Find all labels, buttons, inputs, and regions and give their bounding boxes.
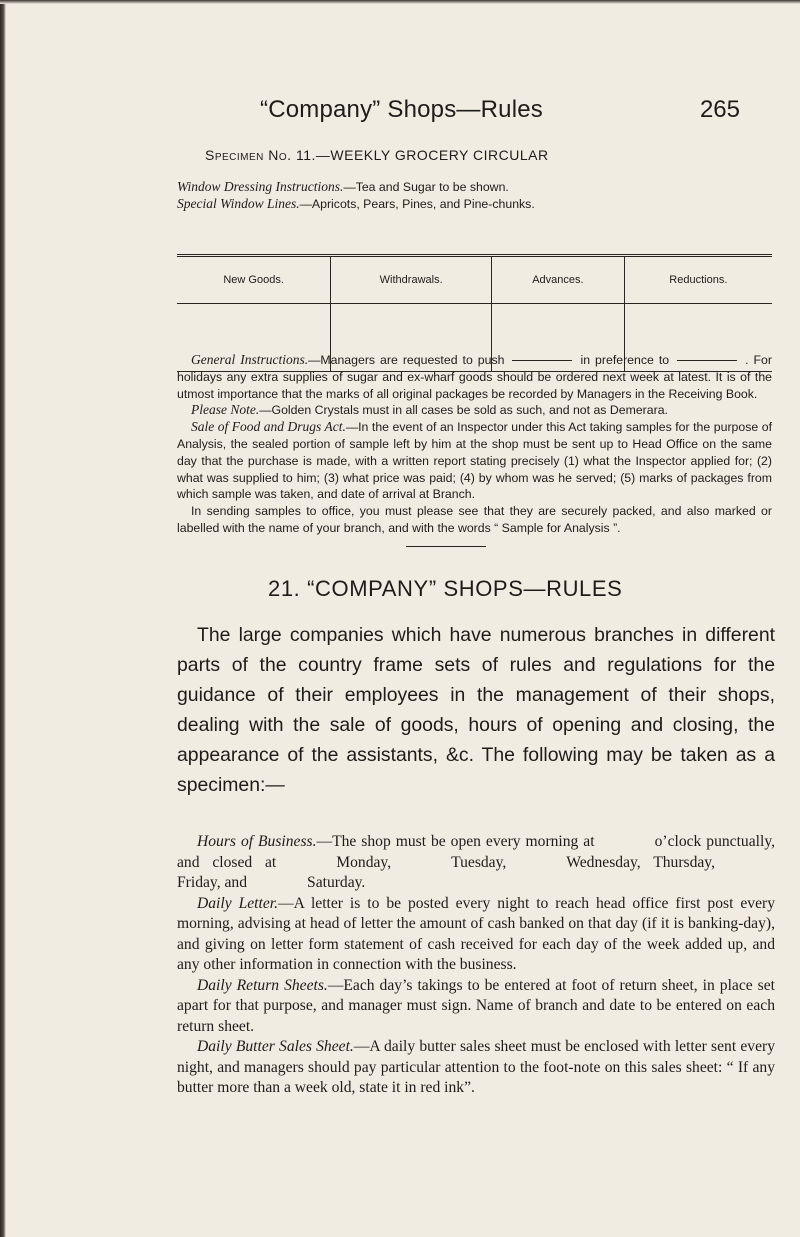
hours-text-4: Tuesday, [451,853,507,871]
general-instructions-block [177,352,772,537]
hours-text-7: Saturday. [307,874,366,891]
specimen-heading-number: 11. [295,147,316,163]
general-text-1: —Managers are requested to push [308,353,505,367]
header-withdrawals: Withdrawals. [331,256,492,304]
blank-fill-line [677,360,737,361]
please-note [177,402,772,419]
return-text: —Each day’s takings to be entered at foot of return sheet, in place set apart for that purpose, and manager must sign. Name of branch and date to be entered on each return sheet. [177,976,775,1035]
return-label: Daily Return Sheets. [197,976,328,994]
rule-daily-letter [177,894,775,976]
section-heading: 21. “COMPANY” SHOPS—RULES [268,576,623,601]
rule-daily-butter-sales-sheet [177,1037,775,1099]
general-instructions [177,352,772,402]
sale-of-food-act [177,419,772,503]
special-window-line [177,196,772,213]
page-number: 265 [699,96,740,123]
window-dressing-line [177,179,772,196]
general-text-3: . [745,353,749,367]
rule-daily-return-sheets [177,976,775,1038]
page-top-edge [0,0,800,4]
rule-hours-of-business [177,832,775,894]
butter-label: Daily Butter Sales Sheet. [197,1038,354,1055]
window-instructions [177,179,772,213]
page-binding-edge [0,0,6,1237]
general-text-2: in preference to [580,353,670,367]
section-separator [406,546,486,547]
hours-label: Hours of Business. [197,833,317,850]
sending-samples: In sending samples to office, you must please see that they are securely packed, and also marked or labelled with the name of your branch, and with the words “ Sample for Analysis ”. [177,504,772,535]
general-text-4: For holidays any extra supplies of sugar and ex-wharf goods should be ordered next week at latest. It is of the utmost importance that the marks of all original packages be recorded by Managers in the Receiving Book. [177,353,772,401]
circular-table-header-row [177,256,772,304]
specimen-heading-rest: —WEEKLY GROCERY CIRCULAR [315,147,549,163]
specimen-heading-prefix: Specimen No. [205,147,292,163]
hours-text-3: Monday, [336,853,392,871]
window-dressing-text: —Tea and Sugar to be shown. [343,180,509,194]
window-dressing-label: Window Dressing Instructions. [177,179,344,194]
hours-text-2: o’clock punctually, and closed at [177,833,775,871]
specimen-heading [205,147,549,163]
butter-text: —A daily butter sales sheet must be enclosed with letter sent every night, and managers should pay particular attention to the foot-note on this sales sheet: “ If any butter more than a week old, state it in red ink”. [177,1038,776,1096]
letter-label: Daily Letter. [197,894,279,912]
header-new-goods: New Goods. [223,274,284,286]
special-window-label: Special Window Lines. [177,195,300,211]
hours-text-5: Wednesday, Thursday, [566,853,715,871]
hours-text-6: Friday, and [177,874,248,891]
running-head [90,96,740,136]
header-advances: Advances. [492,256,625,304]
section-intro [177,620,775,800]
please-label: Please Note. [191,402,260,418]
running-title: “Company” Shops—Rules [260,96,543,123]
please-text: —Golden Crystals must in all cases be sold as such, and not as Demerara. [259,403,668,418]
hours-text-1: —The shop must be open every morning at [316,833,595,850]
header-reductions: Reductions. [624,256,772,304]
special-window-text: —Apricots, Pears, Pines, and Pine-chunks. [299,196,535,211]
general-label: General Instructions. [191,352,309,367]
letter-text: —A letter is to be posted every night to reach head office first post every morning, advising at head of letter the amount of cash banked on that day (if it is banking-day), and giving on letter form statement of cash received for each day of the week added up, and any other information in connection with the business. [177,894,776,973]
sale-label: Sale of Food and Drugs Act. [191,419,346,435]
intro-paragraph: The large companies which have numerous branches in different parts of the country frame sets of rules and regulations for the guidance of their employees in the management of their shops, dealing with the sale of goods, hours of opening and closing, the appearance of the assistants, &c. The following may be taken as a specimen:— [177,624,775,796]
rules-list [177,832,775,1099]
blank-fill-line [512,360,572,361]
sale-text: —In the event of an Inspector under this Act taking samples for the purpose of Analysis, the sealed portion of sample left by him at the shop must be sent up to Head Office on the same day that the purchase is made, with a written report stating precisely (1) what the Inspector applied for; (2) what was supplied to him; (3) what price was paid; (4) by whom was he served; (5) marks of packages from which sample was taken, and date of arrival at Branch. [177,420,772,502]
